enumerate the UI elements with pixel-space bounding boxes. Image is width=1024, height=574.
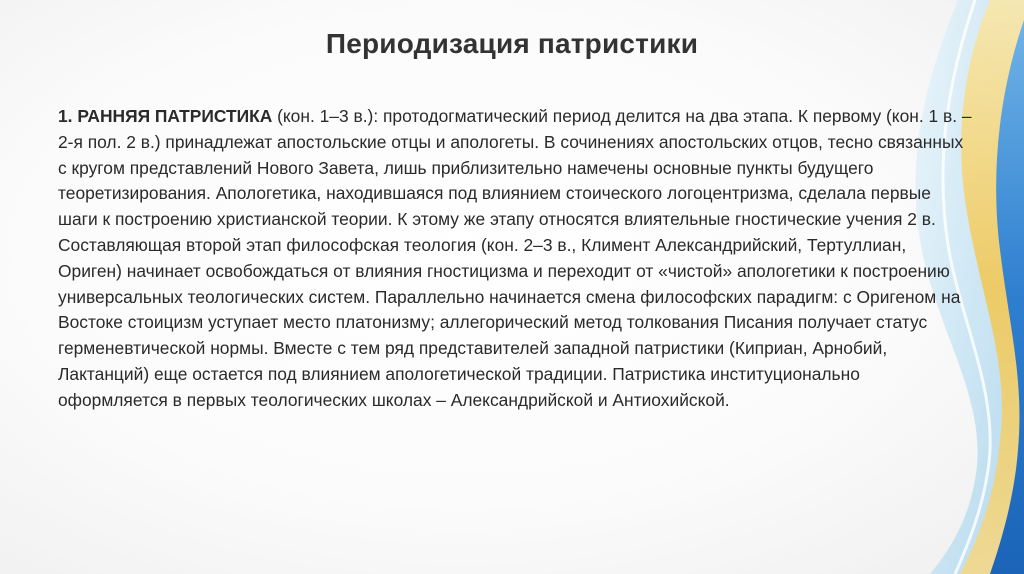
slide-title: Периодизация патристики [325,28,699,59]
section-heading: 1. РАННЯЯ ПАТРИСТИКА [58,106,273,126]
paragraph-text: (кон. 1–3 в.): протодогматический период делится на два этапа. К первому (кон. 1 в. – 2-я пол. 2 в.) принадлежат апостольские отцы и апологеты. В сочинениях апостольских отцов, тесно связанных с кругом представлений Нового Завета, лишь приблизительно намечены основные пункты будущего теоретизирования. Апологетика, находившаяся под влиянием стоического логоцентризма, сделала первые шаги к построению христианской теории. К этому же этапу относятся влиятельные гностические учения 2 в. Составляющая второй этап философская теология (кон. 2–3 в., Климент Александрийский, Тертуллиан, Ориген) начинает освобождаться от влияния гностицизма и переходит от «чистой» апологетики к построению универсальных теологических систем. Параллельно начинается смена философских парадигм: с Оригеном на Востоке стоицизм уступает место платонизму; аллегорический метод толкования Писания получает статус герменевтической нормы. Вместе с тем ряд представителей западной патристики (Киприан, Арнобий, Лактанций) еще остается под влиянием апологетической традиции. Патристика институционально оформляется в первых теологических школах – Александрийской и Антиохийской. [58,106,972,410]
body-paragraph [58,104,973,414]
